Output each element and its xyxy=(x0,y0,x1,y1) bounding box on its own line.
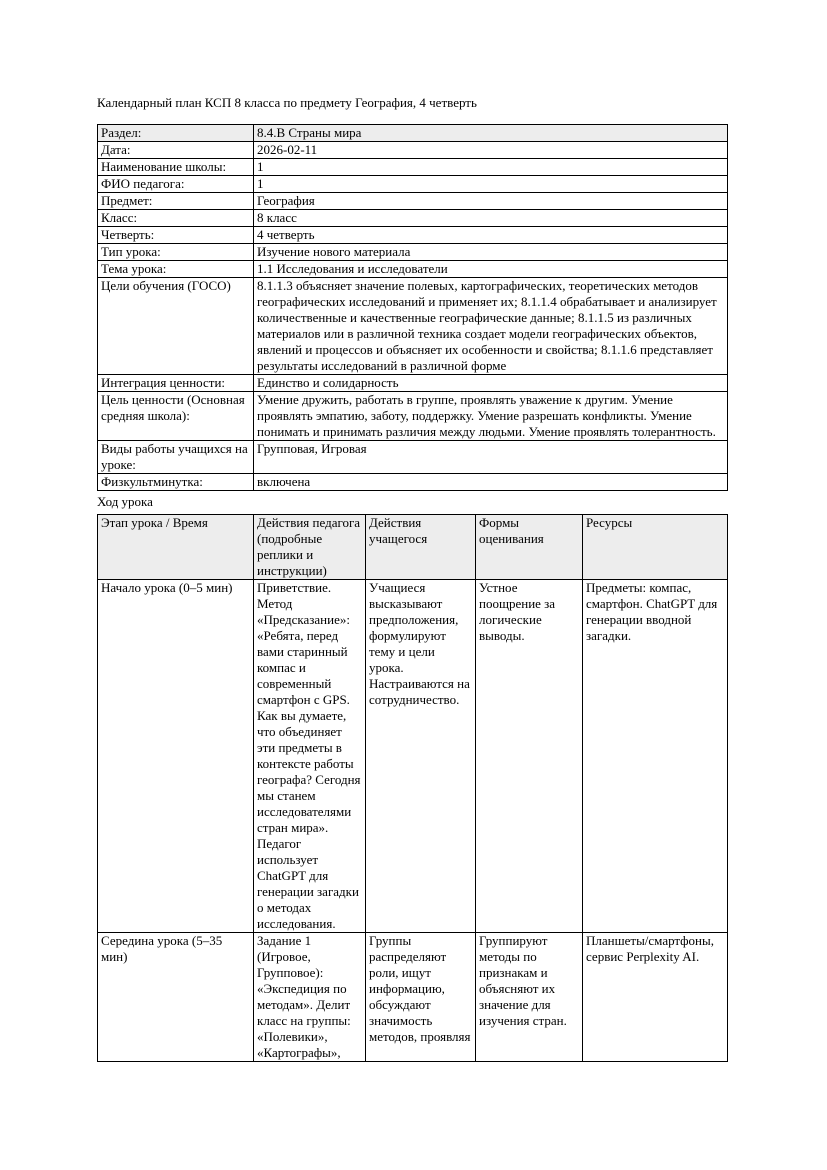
document-title: Календарный план КСП 8 класса по предмету География, 4 четверть xyxy=(97,95,477,110)
flow-header-student-actions: Действия учащегося xyxy=(366,515,476,580)
info-value: 4 четверть xyxy=(254,227,728,244)
info-value: География xyxy=(254,193,728,210)
teacher-actions-cell: Задание 1 (Игровое, Групповое): «Экспедиция по методам». Делит класс на группы: «Полевики», «Картографы», xyxy=(254,933,366,1062)
info-label: Предмет: xyxy=(98,193,254,210)
info-row-teacher-name xyxy=(98,176,728,193)
lesson-flow-heading: Ход урока xyxy=(97,494,153,509)
info-row-values-integration xyxy=(98,375,728,392)
flow-row-lesson-middle xyxy=(98,933,728,1062)
flow-header-resources: Ресурсы xyxy=(583,515,728,580)
info-value: Умение дружить, работать в группе, проявлять уважение к другим. Умение проявлять эмпатию, заботу, поддержку. Умение разрешать конфликты. Умение понимать и принимать различия между людьми. Умение проявлять толерантность. xyxy=(254,392,728,441)
info-label: Тема урока: xyxy=(98,261,254,278)
info-row-physical-break xyxy=(98,474,728,491)
info-value: 2026-02-11 xyxy=(254,142,728,159)
info-row-school xyxy=(98,159,728,176)
info-value: включена xyxy=(254,474,728,491)
flow-header-row xyxy=(98,515,728,580)
info-label: Дата: xyxy=(98,142,254,159)
info-value: 1 xyxy=(254,159,728,176)
flow-row-lesson-start xyxy=(98,580,728,933)
assessment-cell: Устное поощрение за логические выводы. xyxy=(476,580,583,933)
flow-header-stage: Этап урока / Время xyxy=(98,515,254,580)
info-label: Интеграция ценности: xyxy=(98,375,254,392)
info-row-razdel xyxy=(98,125,728,142)
info-row-lesson-topic xyxy=(98,261,728,278)
flow-header-assessment: Формы оценивания xyxy=(476,515,583,580)
info-label: Тип урока: xyxy=(98,244,254,261)
info-value: 1 xyxy=(254,176,728,193)
stage-cell: Середина урока (5–35 мин) xyxy=(98,933,254,1062)
info-label: Виды работы учащихся на уроке: xyxy=(98,441,254,474)
info-row-lesson-type xyxy=(98,244,728,261)
info-value: 8.1.1.3 объясняет значение полевых, картографических, теоретических методов географических исследований и применяет их; 8.1.1.4 обрабатывает и анализирует количественные и качественные географические данные; 8.1.1.5 из различных материалов или в различной техника создает модели географических объектов, явлений и процессов и объясняет их особенности и свойства; 8.1.1.6 представляет результаты исследований в различной форме xyxy=(254,278,728,375)
info-value: 8.4.B Страны мира xyxy=(254,125,728,142)
resources-cell: Предметы: компас, смартфон. ChatGPT для генерации вводной загадки. xyxy=(583,580,728,933)
info-row-work-types xyxy=(98,441,728,474)
info-row-class xyxy=(98,210,728,227)
info-value: Изучение нового материала xyxy=(254,244,728,261)
info-row-values-goal xyxy=(98,392,728,441)
info-label: Физкультминутка: xyxy=(98,474,254,491)
info-row-subject xyxy=(98,193,728,210)
info-value: Групповая, Игровая xyxy=(254,441,728,474)
info-label: Класс: xyxy=(98,210,254,227)
lesson-flow-table xyxy=(97,514,728,1062)
info-value: 1.1 Исследования и исследователи xyxy=(254,261,728,278)
assessment-cell: Группируют методы по признакам и объясняют их значение для изучения стран. xyxy=(476,933,583,1062)
teacher-actions-cell: Приветствие. Метод «Предсказание»: «Ребята, перед вами старинный компас и современный смартфон с GPS. Как вы думаете, что объединяет эти предметы в контексте работы географа? Сегодня мы станем исследователями стран мира». Педагог использует ChatGPT для генерации загадки о методах исследования. xyxy=(254,580,366,933)
info-value: Единство и солидарность xyxy=(254,375,728,392)
stage-cell: Начало урока (0–5 мин) xyxy=(98,580,254,933)
info-label: Четверть: xyxy=(98,227,254,244)
lesson-info-table xyxy=(97,124,728,491)
info-label: Цели обучения (ГОСО) xyxy=(98,278,254,375)
resources-cell: Планшеты/смартфоны, сервис Perplexity AI. xyxy=(583,933,728,1062)
flow-header-teacher-actions: Действия педагога (подробные реплики и инструкции) xyxy=(254,515,366,580)
info-label: Раздел: xyxy=(98,125,254,142)
info-label: Наименование школы: xyxy=(98,159,254,176)
info-row-data xyxy=(98,142,728,159)
info-row-goso-goals xyxy=(98,278,728,375)
student-actions-cell: Группы распределяют роли, ищут информацию, обсуждают значимость методов, проявляя xyxy=(366,933,476,1062)
info-label: ФИО педагога: xyxy=(98,176,254,193)
info-row-quarter xyxy=(98,227,728,244)
info-value: 8 класс xyxy=(254,210,728,227)
student-actions-cell: Учащиеся высказывают предположения, формулируют тему и цели урока. Настраиваются на сотрудничество. xyxy=(366,580,476,933)
info-label: Цель ценности (Основная средняя школа): xyxy=(98,392,254,441)
